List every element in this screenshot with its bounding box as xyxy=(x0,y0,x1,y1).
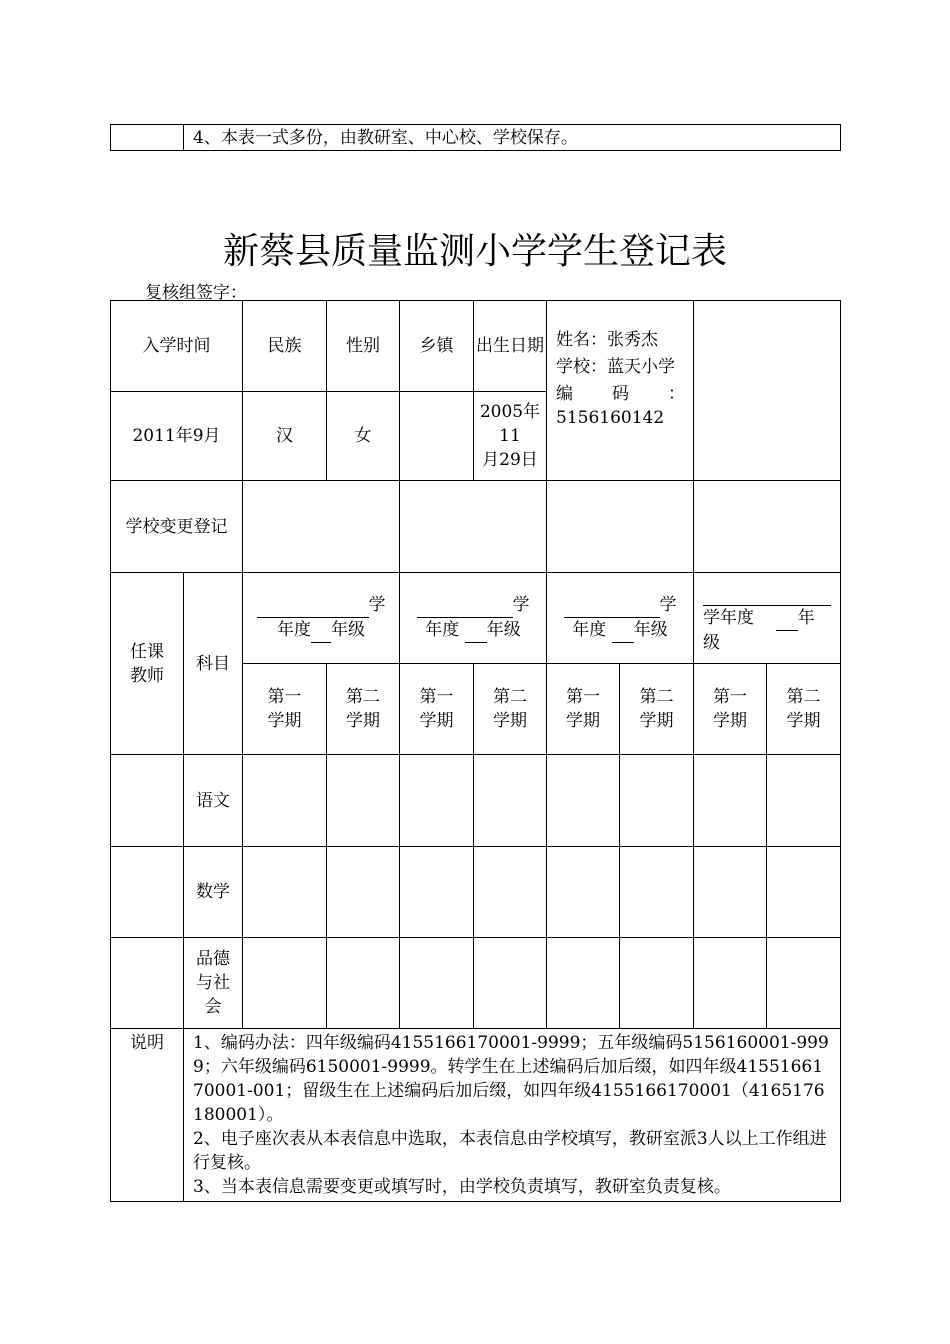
photo-cell xyxy=(694,301,841,481)
notes-label: 说明 xyxy=(111,1029,184,1202)
school-change-cell-1 xyxy=(243,481,400,573)
value-town xyxy=(400,392,474,481)
table-row xyxy=(111,755,841,847)
year-header-2: 学 年度 年级 xyxy=(400,573,547,664)
subject-label: 科目 xyxy=(184,573,243,755)
semester-2-y3: 第二 学期 xyxy=(620,664,694,755)
student-registration-table xyxy=(110,300,841,1202)
top-note: 4、本表一式多份，由教研室、中心校、学校保存。 xyxy=(184,125,841,151)
previous-page-table xyxy=(110,124,841,151)
semester-2-y4: 第二 学期 xyxy=(767,664,841,755)
school-change-cell-4 xyxy=(694,481,841,573)
note-2: 2、电子座次表从本表信息中选取，本表信息由学校填写，教研室派3人以上工作组进行复核。 xyxy=(193,1129,827,1173)
value-birth-date: 2005年11 月29日 xyxy=(474,392,547,481)
header-enroll-time: 入学时间 xyxy=(111,301,243,392)
semester-2-y1: 第二 学期 xyxy=(327,664,400,755)
top-blank-cell xyxy=(111,125,184,151)
school-change-cell-2 xyxy=(400,481,547,573)
header-gender: 性别 xyxy=(327,301,400,392)
student-code-label: 编 码 ： xyxy=(556,384,685,404)
value-ethnicity: 汉 xyxy=(243,392,327,481)
review-signature-label: 复核组签字： xyxy=(145,283,247,303)
subject-chinese: 语文 xyxy=(184,755,243,847)
header-birth-date: 出生日期 xyxy=(474,301,547,392)
semester-1-y4: 第一 学期 xyxy=(694,664,767,755)
school-change-cell-3 xyxy=(547,481,694,573)
subject-math: 数学 xyxy=(184,847,243,938)
student-info-cell xyxy=(547,301,694,481)
note-3: 3、当本表信息需要变更或填写时，由学校负责填写，教研室负责复核。 xyxy=(193,1177,731,1197)
teacher-label: 任课 教师 xyxy=(111,573,184,755)
table-row xyxy=(111,938,841,1029)
value-gender: 女 xyxy=(327,392,400,481)
semester-1-y2: 第一 学期 xyxy=(400,664,474,755)
student-name: 姓名：张秀杰 xyxy=(556,330,658,350)
teacher-cell xyxy=(111,847,184,938)
student-school: 学校：蓝天小学 xyxy=(556,357,675,377)
year-header-4: 学年度 年 级 xyxy=(694,573,841,664)
teacher-cell xyxy=(111,755,184,847)
page-title: 新蔡县质量监测小学学生登记表 xyxy=(222,231,727,272)
teacher-cell xyxy=(111,938,184,1029)
student-code-value: 5156160142 xyxy=(556,408,665,428)
table-row xyxy=(111,847,841,938)
notes-cell xyxy=(184,1029,841,1202)
year-header-1: 学 年度 年级 xyxy=(243,573,400,664)
value-enroll-time: 2011年9月 xyxy=(111,392,243,481)
semester-1-y1: 第一 学期 xyxy=(243,664,327,755)
header-town: 乡镇 xyxy=(400,301,474,392)
header-ethnicity: 民族 xyxy=(243,301,327,392)
subject-moral-society: 品德 与社 会 xyxy=(184,938,243,1029)
semester-1-y3: 第一 学期 xyxy=(547,664,620,755)
note-1: 1、编码办法：四年级编码4155166170001-9999；五年级编码5156160001-9999；六年级编码6150001-9999。转学生在上述编码后加后缀，如四年级4155166170001-001；留级生在上述编码后加后缀，如四年级4155166170001（4165176180001）。 xyxy=(193,1033,829,1125)
semester-2-y2: 第二 学期 xyxy=(474,664,547,755)
year-header-3: 学 年度 年级 xyxy=(547,573,694,664)
school-change-label: 学校变更登记 xyxy=(111,481,243,573)
